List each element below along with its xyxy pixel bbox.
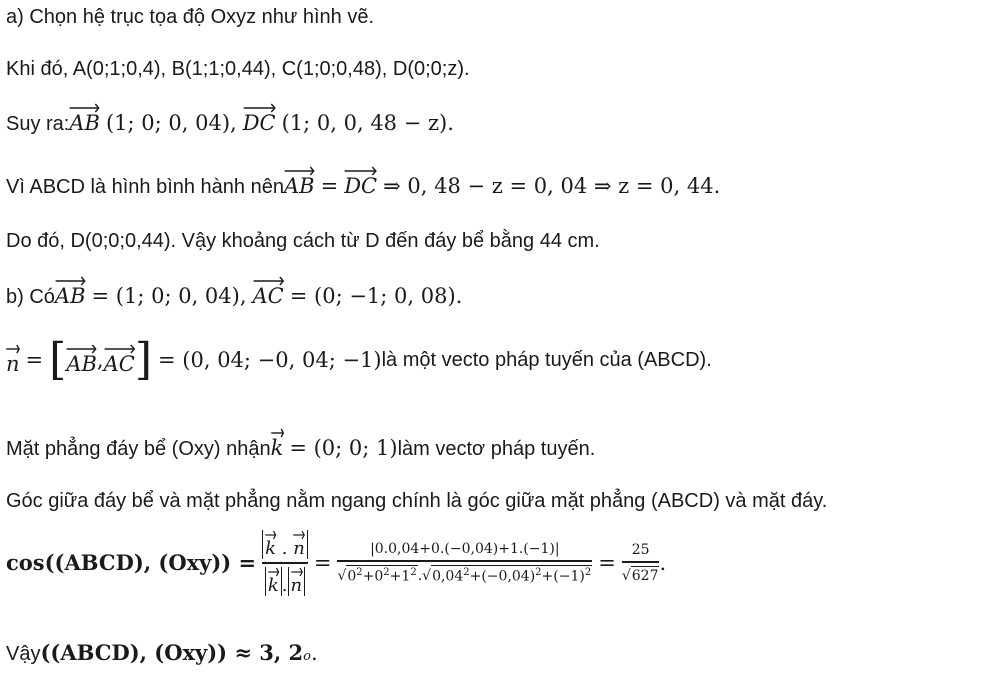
- right-bracket: ]: [134, 334, 153, 385]
- line-9: [6, 490, 827, 513]
- line-8: [6, 428, 595, 461]
- line-2: [6, 58, 470, 81]
- text-line-7: là một vecto pháp tuyến của (ABCD).: [381, 348, 712, 371]
- line-1: [6, 6, 374, 29]
- ab-value: (1; 0; 0, 04),: [105, 111, 237, 135]
- z-solution: ⇒ 0, 48 − z = 0, 04 ⇒ z = 0, 44.: [383, 174, 721, 198]
- vector-dc: DC: [344, 166, 377, 198]
- text-line-2: Khi đó, A(0;1;0,4), B(1;1;0,44), C(1;0;0,48), D(0;0;z).: [6, 58, 470, 80]
- text-line-9: Góc giữa đáy bể và mặt phẳng nằm ngang chính là góc giữa mặt phẳng (ABCD) và mặt đáy.: [6, 490, 828, 512]
- text-line-3-prefix: Suy ra:: [6, 113, 70, 135]
- result-numerator: 25: [631, 542, 650, 558]
- line-5: [6, 230, 600, 253]
- line-3: [6, 103, 454, 136]
- numerator-dot-product: |0.0,04+0.(−0,04)+1.(−1)|: [370, 541, 560, 558]
- vector-ac: AC: [104, 344, 135, 376]
- ac-value: = (0; −1; 0, 08).: [289, 284, 463, 308]
- text-line-4-prefix: Vì ABCD là hình bình hành nên: [6, 176, 284, 198]
- text-line-11-prefix: Vậy: [6, 643, 41, 665]
- left-bracket: [: [49, 334, 67, 385]
- fraction-vector: k . n k . n: [262, 530, 308, 596]
- text-line-8-prefix: Mặt phẳng đáy bể (Oxy) nhận: [6, 438, 271, 460]
- line-10-cos-formula: cos((ABCD), (Oxy)) = k . n k . n = |0.0,04+0.(−0,04)+1.(−1)| √ $0^2+0^2+1^2$ . √ $0,04^2+(-0,04)^2+(-1)^2$ = 25 √ 627 .: [6, 530, 666, 596]
- ab-value: = (1; 0; 0, 04),: [91, 284, 247, 308]
- angle-result: ((ABCD), (Oxy)) ≈ 3, 2: [40, 640, 304, 665]
- degree-sup: o: [303, 649, 311, 664]
- line-7: n = [ AB , AC ] = (0, 04; −0, 04; −1) là một vecto pháp tuyến của (ABCD).: [6, 334, 712, 385]
- text-line-8: làm vectơ pháp tuyến.: [397, 438, 596, 460]
- normal-vector-value: = (0, 04; −0, 04; −1): [158, 348, 382, 372]
- line-4: [6, 166, 720, 199]
- equals-sign-2: =: [598, 550, 616, 575]
- denominator-magnitudes: √ $0^2+0^2+1^2$ . √ $0,04^2+(-0,04)^2+(-1)^2$: [337, 566, 592, 585]
- equals-sign: =: [313, 550, 332, 575]
- dc-value: (1; 0, 0, 48 − z).: [281, 111, 454, 135]
- text-line-6-prefix: b) Có: [6, 286, 55, 308]
- vector-ac: AC: [253, 276, 284, 308]
- fraction-result: 25 √ 627: [621, 542, 659, 584]
- text-line-1: a) Chọn hệ trục tọa độ Oxyz như hình vẽ.: [6, 6, 375, 28]
- vector-k: k: [271, 428, 284, 460]
- k-vector-value: = (0; 0; 1): [289, 436, 398, 460]
- vector-ab: AB: [55, 276, 86, 308]
- equals-sign: =: [320, 174, 339, 198]
- fraction-numeric: [337, 541, 592, 584]
- vector-dc: DC: [243, 103, 276, 135]
- text-line-5: Do đó, D(0;0;0,44). Vậy khoảng cách từ D đến đáy bể bằng 44 cm.: [6, 230, 600, 252]
- line-11-conclusion: Vậy ((ABCD), (Oxy)) ≈ 3, 2 $_o$ .: [6, 640, 318, 665]
- vector-ab: AB: [284, 166, 315, 198]
- vector-ab: AB: [69, 103, 100, 135]
- equals-sign: =: [25, 348, 44, 372]
- result-denominator: 627: [631, 567, 659, 584]
- vector-ab: AB: [66, 344, 97, 376]
- line-6: [6, 276, 462, 309]
- vector-n: n: [6, 344, 20, 376]
- cos-lhs: cos((ABCD), (Oxy)) =: [6, 550, 257, 576]
